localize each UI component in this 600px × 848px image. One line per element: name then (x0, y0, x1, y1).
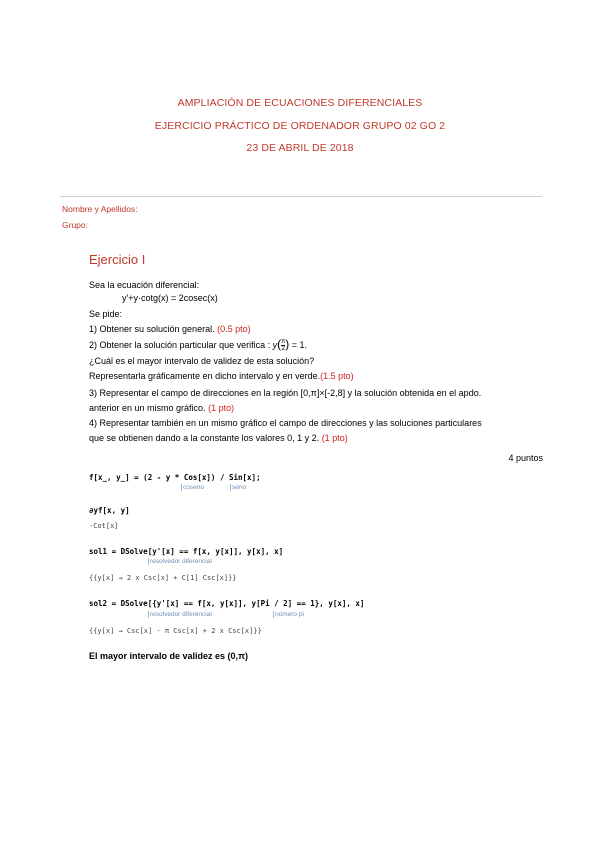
hint-dsolve-1: resolvedor diferencial (150, 558, 212, 565)
header-title: AMPLIACIÓN DE ECUACIONES DIFERENCIALES (177, 97, 423, 109)
question-1-text: 1) Obtener su solución general. (89, 324, 215, 334)
hint-coseno: coseno (183, 484, 204, 491)
header-date: 23 DE ABRIL DE 2018 (246, 142, 354, 154)
exercise-equation: y'+y·cotg(x) = 2cosec(x) (122, 293, 218, 303)
question-4: 4) Representar también en un mismo gráfico el campo de direcciones y las soluciones particulares (89, 418, 482, 428)
question-2: 2) Obtener la solución particular que verifica : y( $\frac{\pi}{2}$ ) = 1. (89, 337, 307, 353)
question-3: 3) Representar el campo de direcciones en la región [0,π]×[-2,8] y la solución obtenida en el apdo. (89, 388, 482, 398)
exercise-asks: Se pide: (89, 309, 123, 319)
output-derivative: -Cot[x] (89, 522, 119, 530)
pi-half-fraction: $\frac{\pi}{2}$ (281, 339, 286, 353)
code-define-f: f[x_, y_] = (2 - y * Cos[x]) / Sin[x]; (89, 473, 261, 482)
output-sol2: {{y[x] → Csc[x] - π Csc[x] + 2 x Csc[x]}} (89, 627, 262, 635)
code-sol2: sol2 = DSolve[{y'[x] == f[x, y[x]], y[Pi / 2] == 1}, y[x], x] (89, 599, 365, 608)
hint-seno: seno (232, 484, 247, 491)
hint-numero-pi: número pi (275, 611, 304, 618)
hint-dsolve-2: resolvedor diferencial (150, 611, 212, 618)
exercise-title: Ejercicio I (89, 252, 146, 267)
question-1-points: (0.5 pto) (217, 324, 251, 334)
question-2-value: = 1. (289, 340, 307, 350)
output-sol1: {{y[x] → 2 x Csc[x] + C[1] Csc[x]}} (89, 574, 237, 582)
question-4-text: que se obtienen dando a la constante los valores 0, 1 y 2. (89, 433, 320, 443)
code-derivative: ∂yf[x, y] (89, 506, 130, 515)
question-2-text: 2) Obtener la solución particular que verifica : (89, 340, 273, 350)
group-field-label: Grupo: (62, 220, 88, 230)
exercise-intro: Sea la ecuación diferencial: (89, 280, 200, 290)
divider (60, 196, 542, 197)
code-sol1: sol1 = DSolve[y'[x] == f[x, y[x]], y[x], x] (89, 547, 284, 556)
question-2-interval: ¿Cuál es el mayor intervalo de validez de esta solución? (89, 356, 315, 366)
question-3-points: (1 pto) (208, 403, 235, 413)
question-2-y: y (272, 340, 278, 350)
question-4-points: (1 pto) (321, 433, 348, 443)
question-2-points: (1.5 pto) (320, 371, 354, 381)
name-field-label: Nombre y Apellidos: (62, 204, 138, 214)
conclusion: El mayor intervalo de validez es (0,π) (89, 651, 248, 661)
header-subtitle: EJERCICIO PRÁCTICO DE ORDENADOR GRUPO 02 GO 2 (154, 120, 446, 132)
question-4-cont (89, 433, 348, 443)
question-2-plot-text: Representarla gráficamente en dicho intervalo y en verde. (89, 371, 321, 381)
question-3-cont (89, 403, 234, 413)
question-3-text: anterior en un mismo gráfico. (89, 403, 206, 413)
question-1 (89, 324, 251, 334)
question-2-plot (89, 371, 354, 381)
total-points: 4 puntos (508, 453, 543, 463)
